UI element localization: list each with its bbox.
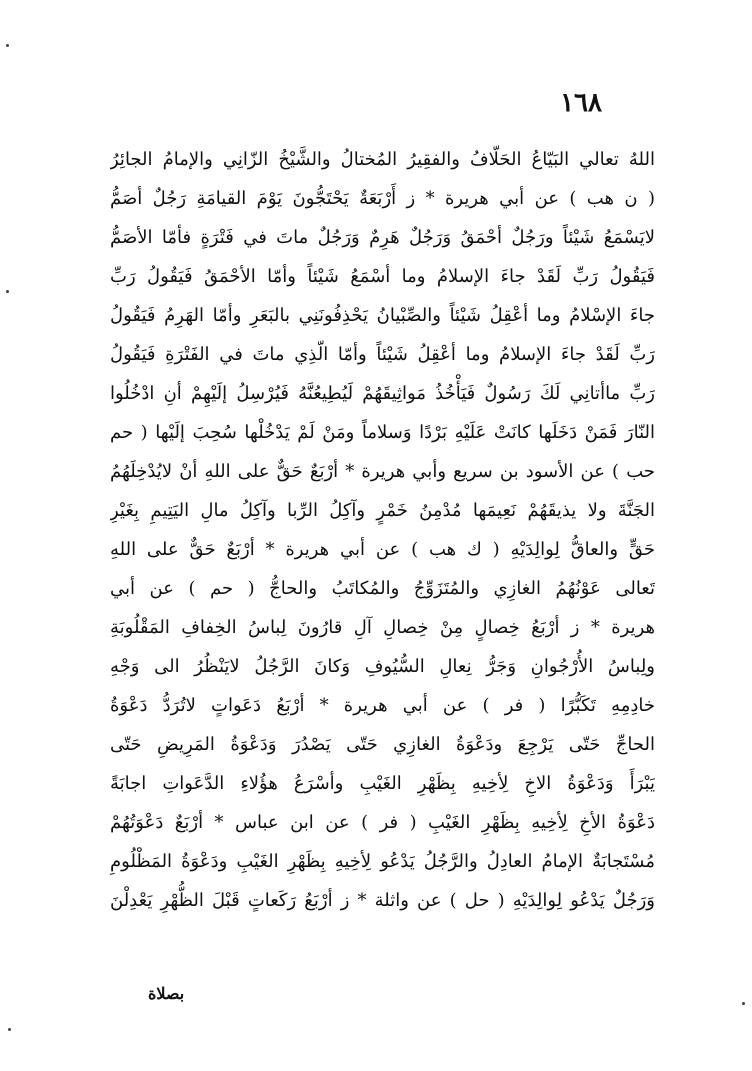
scan-speck — [6, 44, 9, 47]
text-line: حب ) عن الأسود بن سريع وأبي هريرة * أرْبَعٌ حَقٌّ على اللهِ أنْ لايُدْخِلَهُمُ — [110, 461, 655, 482]
text-line: يَبْرَأَ وَدَعْوَةُ الاخِ لِأخِيهِ بِظَهْرِ الغَيْبِ وأسْرَعُ هؤُلاءِ الدَّعَواتِ اجابَةً — [110, 773, 655, 794]
text-line: ولِباسُ الأُرْجُوانِ وَجَرُّ نِعالِ السُّيُوفِ وَكانَ الرَّجُلُ لايَنْظُرُ الى وَجْهِ — [110, 656, 655, 677]
text-line: اللهُ تعالي البَيّاعُ الحَلّافُ والفقِيرُ المُختالُ والشَّيْخُ الزّانِي والإمامُ الجائِرُ — [110, 149, 655, 170]
scan-speck — [742, 1002, 745, 1005]
text-line: النّارَ فَمَنْ دَخَلَها كانَتْ عَلَيْهِ بَرْدًا وَسلاماً ومَنْ لَمْ يَدْخُلْها سُحِبَ إلَيْها ( حم — [110, 422, 655, 443]
text-line: فَيَقُولُ رَبِّ لَقَدْ جاءَ الإسلامُ وما أسْمَعُ شَيْئاً وأمّا الأحْمَقُ فَيَقُولُ رَبِّ — [110, 266, 655, 287]
text-line: ( ن هب ) عن أبي هريرة * ز أَرْبَعَةٌ يَحْتَجُّونَ يَوْمَ القيامَةِ رَجُلٌ أصَمُّ — [110, 188, 655, 209]
text-line: رَبِّ لَقَدْ جاءَ الإسلامُ وما أعْقِلُ شَيْئاً وأمّا الّذِي ماتَ في الفَتْرَةِ فَيَقُولُ — [110, 344, 655, 365]
text-line: دَعْوَةُ الأخِ لِأخِيهِ بِظَهْرِ الغَيْبِ ( فر ) عن ابن عباس * أرْبَعٌ دَعْوَتُهُمْ — [110, 812, 655, 833]
text-line: مُسْتَجابَةٌ الإمامُ العادِلُ والرَّجُلُ يَدْعُو لِأخِيهِ بِظَهْرِ الغَيْبِ ودَعْوَةُ المَظْلُومِ — [110, 851, 655, 872]
page-number: ١٦٨ — [560, 88, 602, 118]
body-text — [110, 140, 655, 920]
text-line: الجَنَّةَ ولا يذيقَهُمْ نَعِيمَها مُدْمِنُ خَمْرٍ وآكِلُ الرِّبا وآكِلُ مالِ اليَتِيمِ بِغَيْرِ — [110, 500, 655, 521]
text-line: تَعالى عَوْنُهُمُ الغازِي والمُتَزَوِّجُ والمُكاتَبُ والحاجُّ ( حم ) عن أبي — [110, 578, 655, 599]
text-line: لايَسْمَعُ شَيْئاً ورَجُلٌ أحْمَقُ وَرَجُلٌ هَرِمٌ وَرَجُلٌ ماتَ في فَتْرَةٍ فأمّا الأصَمُّ — [110, 227, 655, 248]
text-line: الحاجِّ حَتّى يَرْجِعَ ودَعْوَةُ الغازِي حَتّى يَصْدُرَ وَدَعْوَةُ المَرِيضِ حَتّى — [110, 734, 655, 755]
text-line: وَرَجُلٌ يَدْعُو لِوالِدَيْهِ ( حل ) عن واثلة * ز أرْبَعُ رَكَعاتٍ قَبْلَ الظُّهْرِ يَعْدِلْنَ — [110, 890, 655, 911]
text-line: خادِمِهِ تَكَبُّرًا ( فر ) عن أبي هريرة * أرْبَعُ دَعَواتٍ لاتُرَدُّ دَعْوَةُ — [110, 695, 655, 716]
text-line: جاءَ الإسْلامُ وما أعْقِلُ شَيْئاً والصِّبْيانُ يَحْذِفُونَنِي بالبَعَرِ وأمّا الهَرِمُ فَيَقُولُ — [110, 305, 655, 326]
catchword: بصلاة — [148, 984, 185, 1003]
scan-speck — [6, 290, 9, 293]
scan-speck — [8, 1028, 11, 1031]
text-line: حَقٍّ والعاقُّ لِوالِدَيْهِ ( ك هب ) عن أبي هريرة * أرْبَعٌ حَقٌّ على اللهِ — [110, 539, 655, 560]
text-line: رَبِّ ماأتانِي لَكَ رَسُولٌ فَيَأْخُذُ مَواثِيقَهُمْ لَيُطِيعُنَّهُ فَيُرْسِلُ إلَيْهِمْ أنِ ادْخُلُوا — [110, 383, 655, 404]
text-line: هريرة * ز أرْبَعُ خِصالٍ مِنْ خِصالِ آلِ قارُونَ لِباسُ الخِفافِ المَقْلُوبَةِ — [110, 617, 655, 638]
